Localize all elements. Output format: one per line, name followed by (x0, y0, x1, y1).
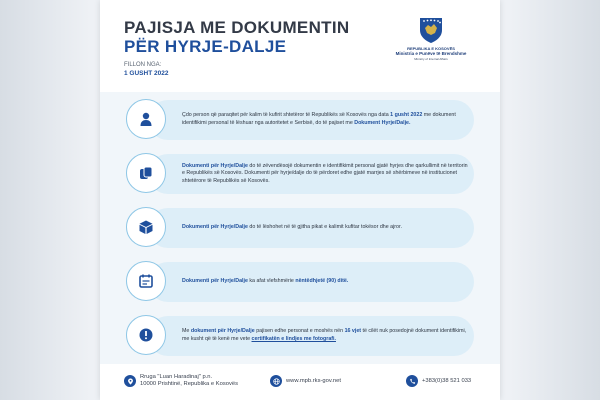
start-date: 1 GUSHT 2022 (124, 70, 169, 77)
info-circle (126, 207, 166, 247)
body-text: do të lëshohet në të gjitha pikat e kalimit kufitar tokësor dhe ajror. (247, 224, 402, 231)
title-line-1: PAJISJA ME DOKUMENTIN (124, 18, 350, 37)
info-circle (126, 261, 166, 301)
title-line-2: PËR HYRJE-DALJE (124, 37, 287, 56)
info-item (126, 208, 474, 248)
calendar-icon (138, 273, 154, 289)
info-item (126, 262, 474, 302)
phone-icon (406, 375, 418, 387)
body-text: me dokument identifikimi personal të lëshuar nga autoritetet e Serbisë, do të pajiset me (182, 112, 456, 126)
info-poster (100, 0, 500, 400)
website-link[interactable]: www.mpb.rks-gov.net (286, 378, 341, 384)
box-icon (138, 219, 154, 235)
poster-header (100, 0, 500, 92)
location-icon (124, 375, 136, 387)
start-label: FILLON NGA: (124, 62, 162, 68)
body-text: të cilët nuk posedojnë dokument identifikimi, me kusht që të kenë me vete (182, 328, 467, 342)
highlight-text: Dokumenti për Hyrje/Dalje (182, 224, 248, 231)
info-text (182, 100, 468, 140)
highlight-text: Dokument Hyrje/Dalje. (354, 120, 411, 126)
globe-icon (270, 375, 282, 387)
info-text (182, 316, 468, 356)
highlight-text: 1 gusht 2022 (390, 112, 423, 119)
documents-icon (138, 165, 154, 181)
info-circle (126, 153, 166, 193)
highlight-text: Dokumenti për Hyrje/Dalje (182, 278, 248, 285)
alert-icon (138, 327, 154, 343)
body-text: Çdo person që paraqitet për kalim të kufirit shtetëror të Republikës së Kosovës nga data (182, 112, 391, 119)
highlight-text: nëntëdhjetë (90) ditë. (295, 278, 349, 285)
info-text (182, 154, 468, 194)
info-item (126, 316, 474, 356)
highlight-text: dokument për Hyrje/Dalje (190, 328, 255, 335)
body-text: do të zëvendësojë dokumentin e identifikimit personal gjatë hyrjes dhe qarkullimit në territorin e Republikës së Kosovës. Dokumenti për hyrje/dalje do të përdoret edhe gjatë marrjes së shërbimeve në institucionet shtetërore të Republikës së Kosovës. (182, 162, 468, 184)
address-line-2: 10000 Prishtinë, Republika e Kosovës (140, 381, 238, 387)
info-text (182, 262, 468, 302)
info-item (126, 100, 474, 140)
info-text (182, 208, 468, 248)
body-text: pajisen edhe personat e moshës nën (254, 328, 345, 335)
info-circle (126, 315, 166, 355)
info-item (126, 154, 474, 194)
emblem-country: REPUBLIKA E KOSOVËS (407, 46, 455, 51)
emblem-ministry-en: Ministry of Internal Affairs (414, 57, 448, 61)
kosovo-emblem-icon (418, 16, 444, 44)
poster-footer (100, 364, 500, 400)
body-text: Me (182, 328, 191, 335)
person-icon (138, 111, 154, 127)
body-text: ka afat vlefshmërie (247, 278, 296, 285)
info-circle (126, 99, 166, 139)
info-list (100, 92, 500, 364)
phone-number[interactable]: +383(0)38 521 033 (422, 378, 472, 384)
address-line-1: Rruga "Luan Haradinaj" p.n. (140, 374, 213, 380)
highlight-text: 16 vjet (344, 328, 362, 335)
highlight-text: certifikatën e lindjes me fotografi. (251, 336, 336, 342)
emblem-ministry: Ministria e Punëve të Brendshme (395, 51, 467, 56)
highlight-text: Dokumenti për Hyrje/Dalje (182, 162, 248, 169)
